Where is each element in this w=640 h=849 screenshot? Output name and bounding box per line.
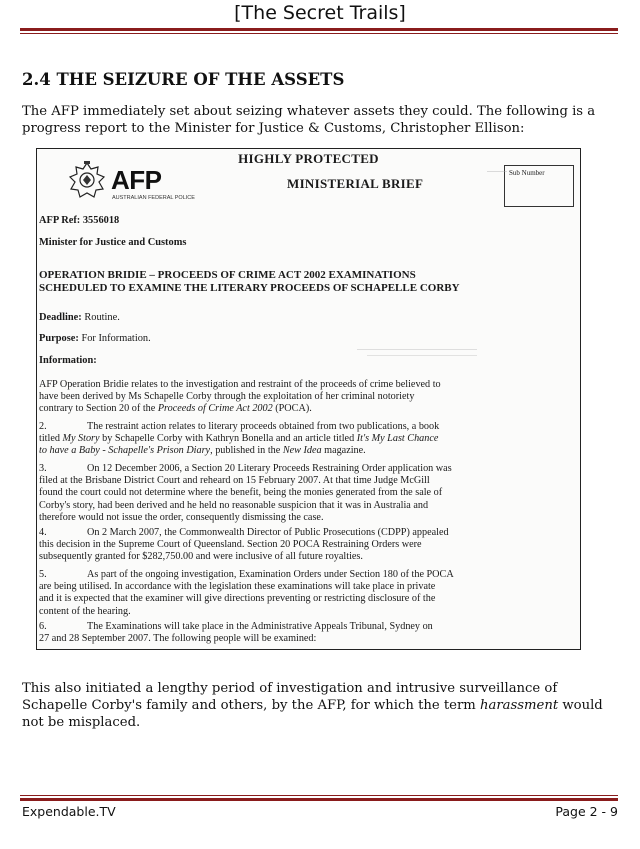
deadline-value: Routine. — [84, 312, 120, 323]
sub-number-box — [504, 165, 574, 207]
brief-paragraph-3: 3. On 12 December 2006, a Section 20 Literary Proceeds Restraining Order application was filed at the Brisbane District Court and reheard on 15 February 2007. At that time Judge McGill found the court could not determine where the benefit, being the monies generated from the sale of Corby's story, had been derived and he held no reasonable suspicion that it was in Australia and therefore would not issue the order, consequently dismissing the case. — [39, 463, 452, 523]
footer-rule — [20, 798, 618, 801]
brief-paragraph-4: 4. On 2 March 2007, the Commonwealth Director of Public Prosecutions (CDPP) appealed this decision in the Supreme Court of Queensland. Section 20 POCA Restraining Orders were subsequently granted for $282,750.00 and were inclusive of all future royalties. — [39, 527, 449, 563]
brief-paragraph-6: 6. The Examinations will take place in the Administrative Appeals Tribunal, Sydney on 27 and 28 September 2007. The following people will be examined: — [39, 621, 433, 645]
scan-bleed-mark — [357, 349, 477, 350]
information-label: Information: — [39, 355, 97, 366]
afp-logo — [67, 159, 207, 203]
deadline-row — [39, 312, 120, 324]
sub-number-label: Sub Number — [509, 169, 545, 177]
scan-bleed-mark — [367, 355, 477, 356]
purpose-label: Purpose: — [39, 333, 79, 344]
deadline-label: Deadline: — [39, 312, 82, 323]
emphasis-harassment: harassment — [479, 698, 559, 713]
brief-type-label: MINISTERIAL BRIEF — [287, 176, 424, 191]
page-header-title: [The Secret Trails] — [234, 2, 406, 24]
purpose-value: For Information. — [81, 333, 151, 344]
footer-rule-thin — [20, 795, 618, 796]
header-rule-thin — [20, 33, 618, 34]
subject-line-1: OPERATION BRIDIE – PROCEEDS OF CRIME ACT 2002 EXAMINATIONS — [39, 269, 416, 281]
addressee: Minister for Justice and Customs — [39, 237, 187, 248]
afp-logo-subtext: AUSTRALIAN FEDERAL POLICE — [112, 195, 195, 201]
brief-paragraph-2: 2. The restraint action relates to literary proceeds obtained from two publications, a book titled My Story by Schapelle Corby with Kathryn Bonella and an article titled It's My Last Chance to have a Baby - Schapelle's Prison Diary, published in the New Idea magazine. — [39, 421, 440, 457]
subject-line-2: SCHEDULED TO EXAMINE THE LITERARY PROCEEDS OF SCHAPELLE CORBY — [39, 282, 460, 294]
purpose-row — [39, 333, 151, 345]
intro-paragraph: The AFP immediately set about seizing whatever assets they could. The following is a progress report to the Minister for Justice & Customs, Christopher Ellison: — [22, 104, 596, 136]
brief-paragraph-1: AFP Operation Bridie relates to the investigation and restraint of the proceeds of crime believed to have been derived by Ms Schapelle Corby through the exploitation of her criminal notoriety contrary to Section 20 of the Proceeds of Crime Act 2002 (POCA). — [39, 379, 441, 415]
footer-site: Expendable.TV — [22, 804, 116, 819]
brief-paragraph-5: 5. As part of the ongoing investigation, Examination Orders under Section 180 of the POCA are being utilised. In accordance with the legislation these examinations will take place in private and it is expected that the examiner will give directions preventing or restricting disclosure of the content of the hearing. — [39, 569, 454, 617]
scanned-ministerial-brief — [36, 148, 581, 650]
afp-logo-text: AFP — [111, 165, 162, 195]
header-rule — [20, 28, 618, 31]
afp-crest-icon — [67, 161, 107, 201]
closing-paragraph: This also initiated a lengthy period of investigation and intrusive surveillance of Schapelle Corby's family and others, by the AFP, for which the term harassment would not be misplaced. — [22, 681, 603, 730]
classification-label: HIGHLY PROTECTED — [238, 151, 379, 166]
footer-page-number: Page 2 - 9 — [555, 804, 618, 819]
scan-bleed-mark — [487, 171, 507, 172]
section-heading: 2.4 THE SEIZURE OF THE ASSETS — [22, 70, 345, 89]
afp-reference: AFP Ref: 3556018 — [39, 215, 120, 226]
